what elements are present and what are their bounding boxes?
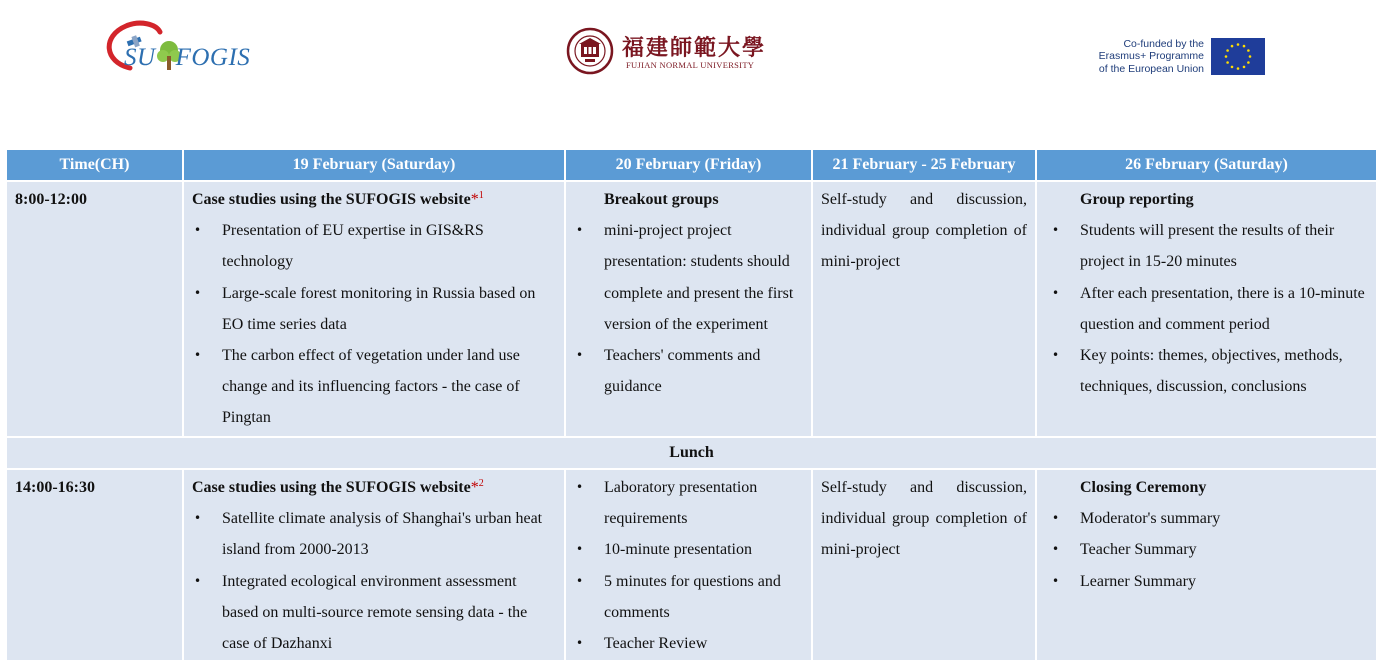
list-item: • Large-scale forest monitoring in Russia based on EO time series data <box>192 278 556 340</box>
cell-afternoon-26-feb <box>1036 469 1377 661</box>
time-cell-afternoon: 14:00-16:30 <box>6 469 183 661</box>
list-item: • Satellite climate analysis of Shanghai's urban heat island from 2000-2013 <box>192 503 556 565</box>
session-heading: Group reporting <box>1080 191 1194 208</box>
list-item: • After each presentation, there is a 10-minute question and comment period <box>1050 278 1368 340</box>
header-time: Time(CH) <box>6 149 183 181</box>
university-seal-icon <box>566 27 614 75</box>
session-heading: Breakout groups <box>604 191 719 208</box>
cell-afternoon-21-25-feb: Self-study and discussion, individual group completion of mini-project <box>812 469 1036 661</box>
bullet-list <box>574 472 803 659</box>
sufogis-logo-text: SU FOGIS <box>124 44 251 71</box>
list-item: • Teachers' comments and guidance <box>574 340 803 402</box>
bullet-list <box>1050 215 1368 402</box>
list-item: • mini-project project presentation: students should complete and present the first version of the experiment <box>574 215 803 340</box>
session-heading: Case studies using the SUFOGIS website*$^1$ <box>192 190 484 208</box>
list-item: • Presentation of EU expertise in GIS&RS technology <box>192 215 556 277</box>
table-row-lunch <box>6 437 1377 469</box>
list-item: • Learner Summary <box>1050 566 1368 597</box>
list-item: • 5 minutes for questions and comments <box>574 566 803 628</box>
cell-morning-19-feb <box>183 181 565 437</box>
header-days-21-25-feb: 21 February - 25 February <box>812 149 1036 181</box>
erasmus-cofunded-logo <box>1080 37 1270 77</box>
table-header-row <box>6 149 1377 181</box>
cell-afternoon-19-feb <box>183 469 565 661</box>
eu-flag-icon <box>1211 38 1265 75</box>
list-item: • Moderator's summary <box>1050 503 1368 534</box>
footnote-mark: *$^1$ <box>470 190 484 208</box>
session-heading: Closing Ceremony <box>1080 479 1207 496</box>
cell-morning-26-feb <box>1036 181 1377 437</box>
header-day-20-feb: 20 February (Friday) <box>565 149 812 181</box>
university-name-english: FUJIAN NORMAL UNIVERSITY <box>626 60 755 70</box>
list-item: • Teacher Review <box>574 628 803 659</box>
list-item: • The carbon effect of vegetation under land use change and its influencing factors - the case of Pingtan <box>192 340 556 434</box>
header-day-19-feb: 19 February (Saturday) <box>183 149 565 181</box>
bullet-list <box>1050 503 1368 597</box>
lunch-cell: Lunch <box>6 437 1377 469</box>
header-day-26-feb: 26 February (Saturday) <box>1036 149 1377 181</box>
university-name-chinese: 福建師範大學 <box>622 35 767 61</box>
list-item: • Students will present the results of their project in 15-20 minutes <box>1050 215 1368 277</box>
erasmus-cofunded-text: Co-funded by the Erasmus+ Programme of the European Union <box>1098 38 1204 75</box>
cell-afternoon-20-feb <box>565 469 812 661</box>
list-item: • Key points: themes, objectives, methods, techniques, discussion, conclusions <box>1050 340 1368 402</box>
schedule-table <box>5 148 1378 662</box>
cell-morning-21-25-feb: Self-study and discussion, individual group completion of mini-project <box>812 181 1036 437</box>
bullet-list <box>574 215 803 402</box>
list-item: • Laboratory presentation requirements <box>574 472 803 534</box>
footnote-mark: *$^2$ <box>470 478 484 496</box>
list-item: • Integrated ecological environment assessment based on multi-source remote sensing data - the case of Dazhanxi <box>192 566 556 660</box>
table-row-afternoon <box>6 469 1377 661</box>
list-item: • 10-minute presentation <box>574 534 803 565</box>
cell-morning-20-feb <box>565 181 812 437</box>
time-cell-morning: 8:00-12:00 <box>6 181 183 437</box>
sufogis-logo <box>100 18 260 78</box>
bullet-list <box>192 215 556 433</box>
bullet-list <box>192 503 556 659</box>
list-item: • Teacher Summary <box>1050 534 1368 565</box>
session-heading: Case studies using the SUFOGIS website*$^2$ <box>192 478 484 496</box>
table-row-morning <box>6 181 1377 437</box>
fujian-normal-university-logo <box>566 27 766 77</box>
